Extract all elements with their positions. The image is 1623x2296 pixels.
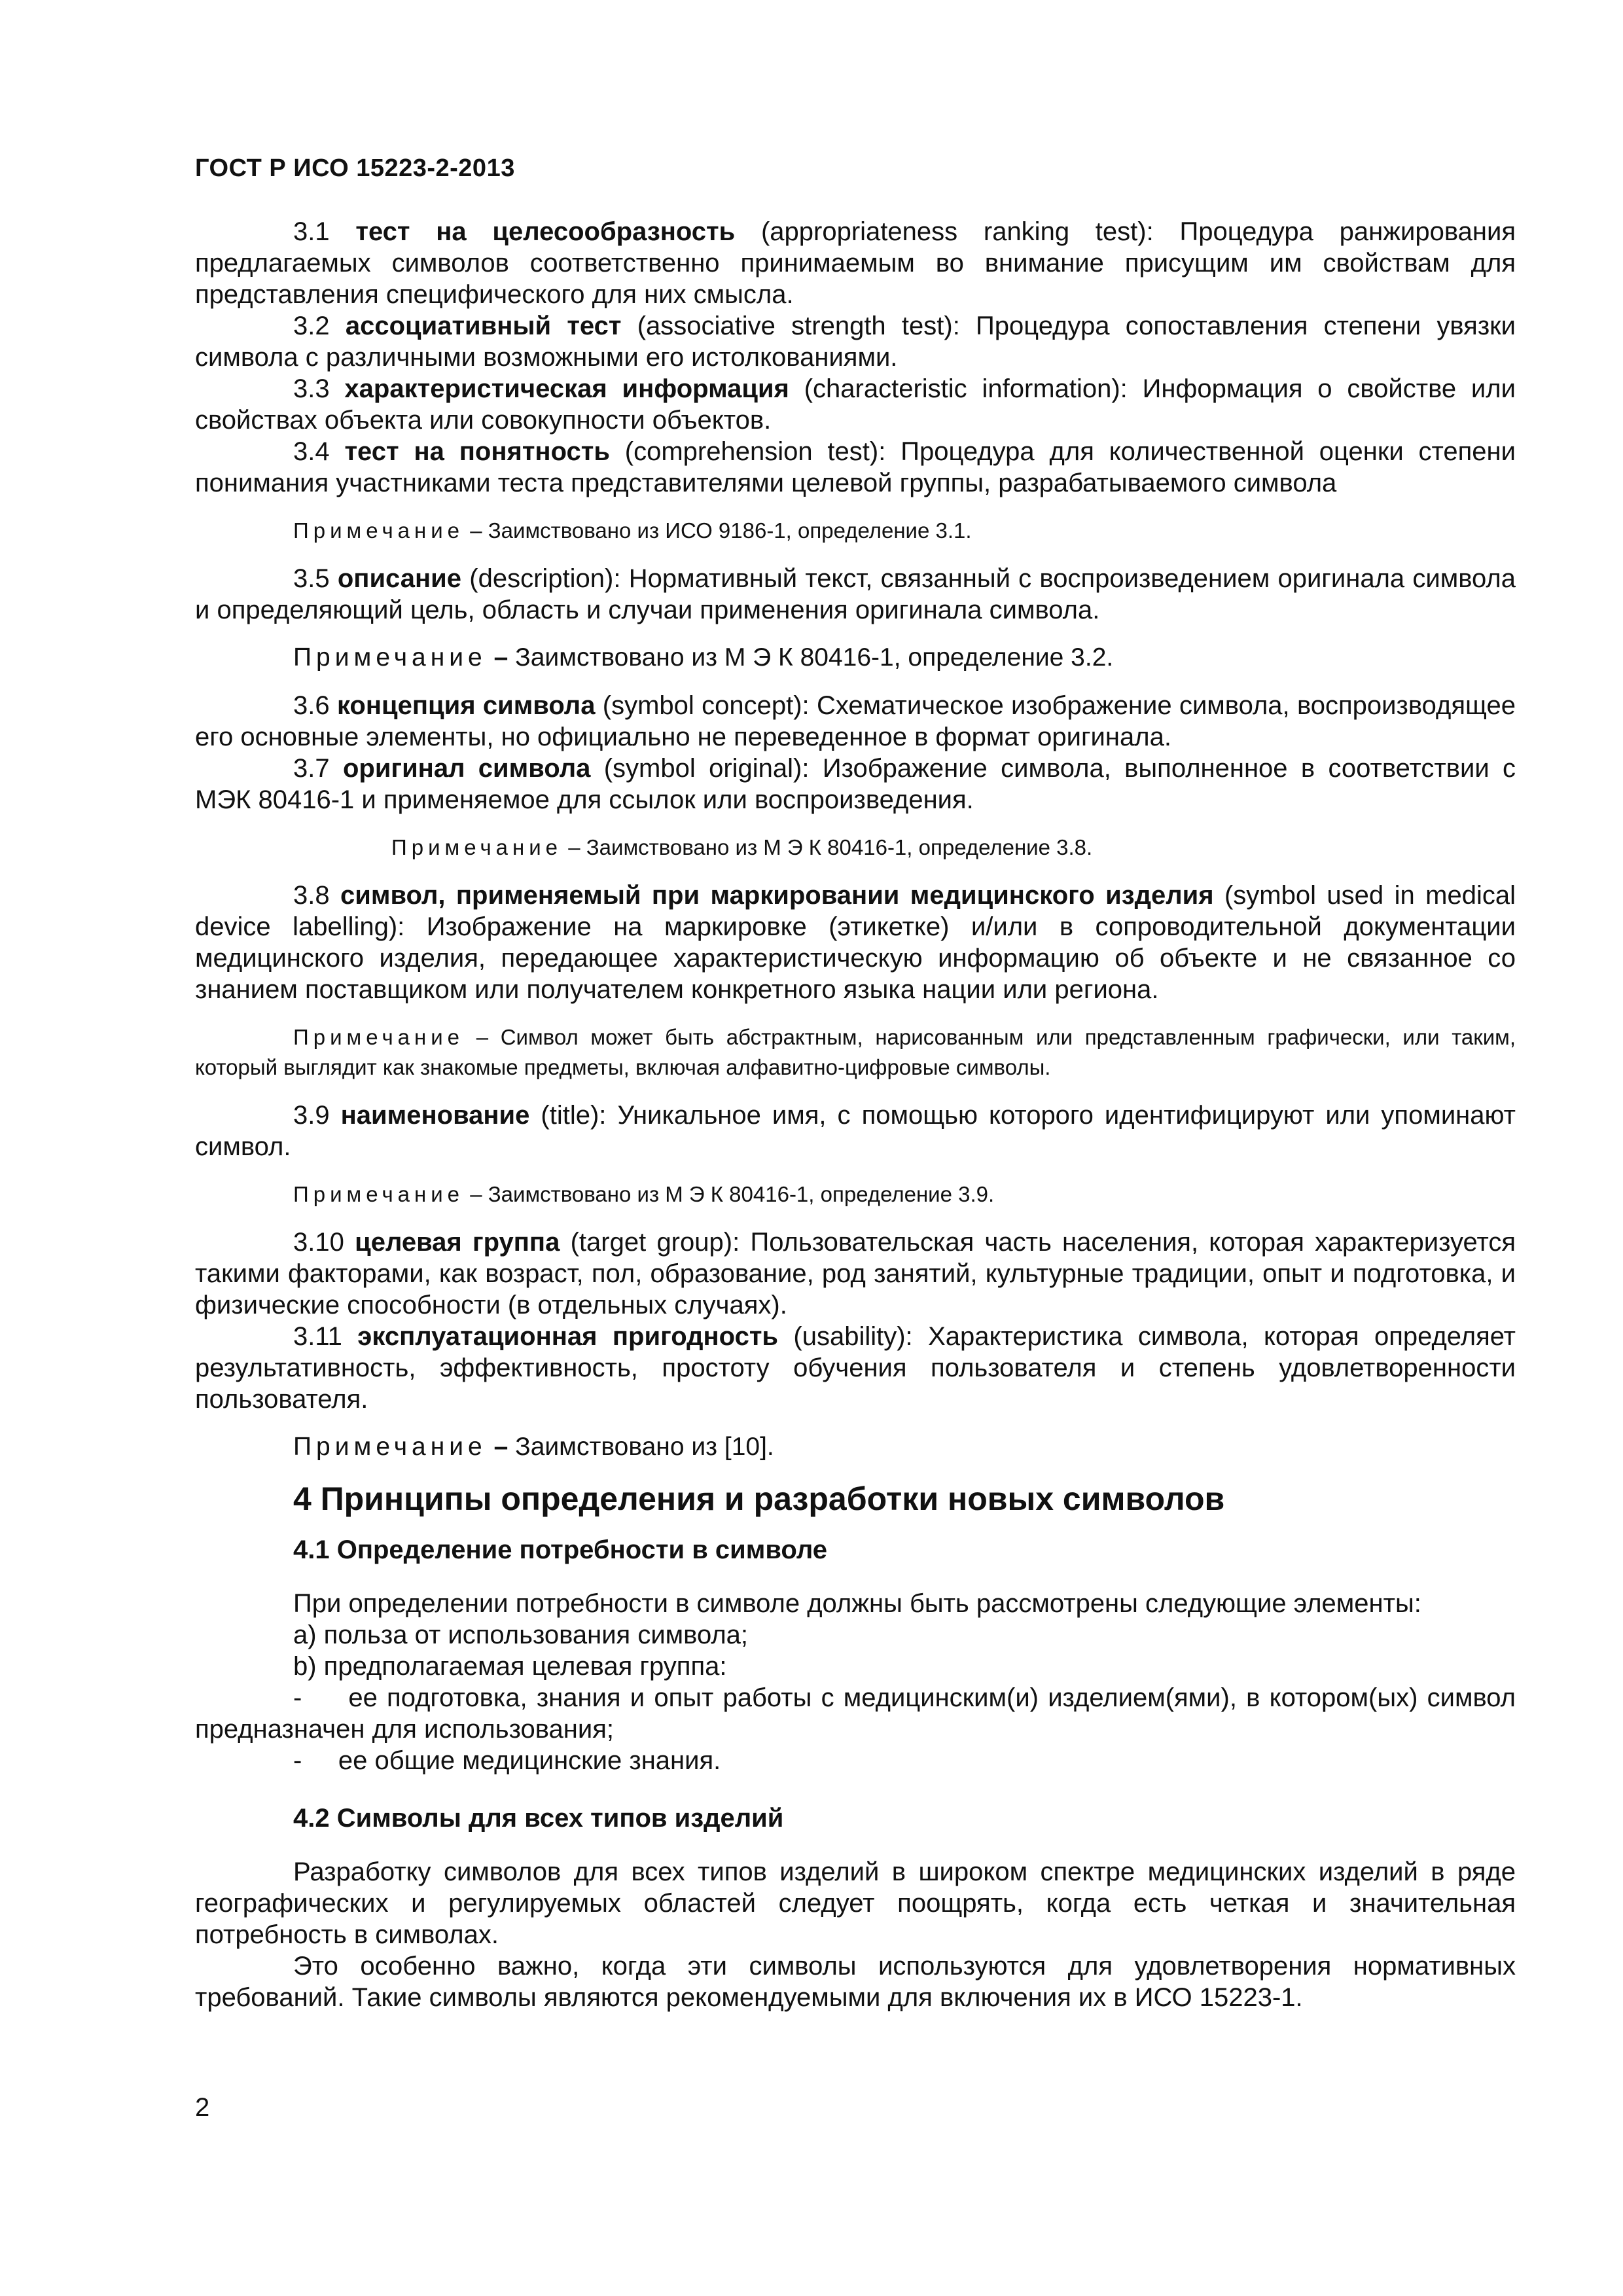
page-number: 2 (195, 2093, 210, 2122)
term-3-1: 3.1 тест на целесообразность (appropriateness ranking test): Процедура ранжирования предлагаемых символов соответственно принимаемым во внимание присущим им свойствам для представления специфического для них смысла. (195, 217, 1516, 309)
section-4-1-dash-1: - ее подготовка, знания и опыт работы с медицинским(и) изделием(ями), в котором(ых) символ предназначен для использования; (195, 1683, 1516, 1744)
note-3-7: Примечание – Заимствовано из М Э К 80416-1, определение 3.8. (391, 835, 1093, 859)
section-4-1-item-b: b) предполагаемая целевая группа: (293, 1652, 727, 1681)
term-3-9: 3.9 наименование (title): Уникальное имя, с помощью которого идентифицируют или упоминают символ. (195, 1101, 1516, 1161)
note-3-5: Примечание – Заимствовано из М Э К 80416-1, определение 3.2. (293, 643, 1114, 672)
section-4-1-heading: 4.1 Определение потребности в символе (293, 1535, 827, 1564)
section-4-heading: 4 Принципы определения и разработки новых символов (293, 1480, 1225, 1517)
section-4-2-heading: 4.2 Символы для всех типов изделий (293, 1804, 784, 1833)
note-3-8: Примечание – Символ может быть абстрактным, нарисованным или представленным графически, или таким, который выглядит как знакомые предметы, включая алфавитно-цифровые символы. (195, 1025, 1516, 1079)
section-4-2-paragraph-1: Разработку символов для всех типов изделий в широком спектре медицинских изделий в ряде географических и регулируемых областей следует поощрять, когда есть четкая и значительная потребность в символах. (195, 1857, 1516, 1949)
term-3-3: 3.3 характеристическая информация (characteristic information): Информация о свойстве или свойствах объекта или совокупности объектов. (195, 374, 1516, 435)
note-3-4: Примечание – Заимствовано из ИСО 9186-1, определение 3.1. (293, 518, 972, 543)
document-header: ГОСТ Р ИСО 15223-2-2013 (195, 154, 515, 182)
section-4-1-item-a: a) польза от использования символа; (293, 1621, 749, 1649)
term-3-8: 3.8 символ, применяемый при маркировании медицинского изделия (symbol used in medical device labelling): Изображение на маркировке (этикетке) и/или в сопроводительной документации медицинского изделия, передающее характеристическую информацию об объекте и не связанное со знанием поставщиком или получателем конкретного языка нации или региона. (195, 881, 1516, 1004)
term-3-5: 3.5 описание (description): Нормативный текст, связанный с воспроизведением оригинала символа и определяющий цель, область и случаи применения оригинала символа. (195, 564, 1516, 624)
section-4-2-paragraph-2: Это особенно важно, когда эти символы используются для удовлетворения нормативных требований. Такие символы являются рекомендуемыми для включения их в ИСО 15223-1. (195, 1952, 1516, 2012)
section-4-1-intro: При определении потребности в символе должны быть рассмотрены следующие элементы: (293, 1589, 1421, 1618)
term-3-11: 3.11 эксплуатационная пригодность (usability): Характеристика символа, которая определяет результативность, эффективность, простоту обучения пользователя и степень удовлетворенности пользователя. (195, 1322, 1516, 1414)
term-3-10: 3.10 целевая группа (target group): Пользовательская часть населения, которая характеризуется такими факторами, как возраст, пол, образование, род занятий, культурные традиции, опыт и подготовка, и физические способности (в отдельных случаях). (195, 1228, 1516, 1319)
term-3-4: 3.4 тест на понятность (comprehension test): Процедура для количественной оценки степени понимания участниками теста представителями целевой группы, разрабатываемого символа (195, 437, 1516, 497)
term-3-2: 3.2 ассоциативный тест (associative strength test): Процедура сопоставления степени увязки символа с различными возможными его истолкованиями. (195, 312, 1516, 372)
term-3-7: 3.7 оригинал символа (symbol original): Изображение символа, выполненное в соответствии с МЭК 80416-1 и применяемое для ссылок или воспроизведения. (195, 754, 1516, 814)
note-3-9: Примечание – Заимствовано из М Э К 80416-1, определение 3.9. (293, 1182, 995, 1206)
term-3-6: 3.6 концепция символа (symbol concept): Схематическое изображение символа, воспроизводящее его основные элементы, но официально не переведенное в формат оригинала. (195, 691, 1516, 751)
document-body (195, 216, 1516, 2013)
section-4-1-dash-2: - ее общие медицинские знания. (293, 1746, 721, 1775)
note-3-11: Примечание – Заимствовано из [10]. (293, 1433, 774, 1461)
